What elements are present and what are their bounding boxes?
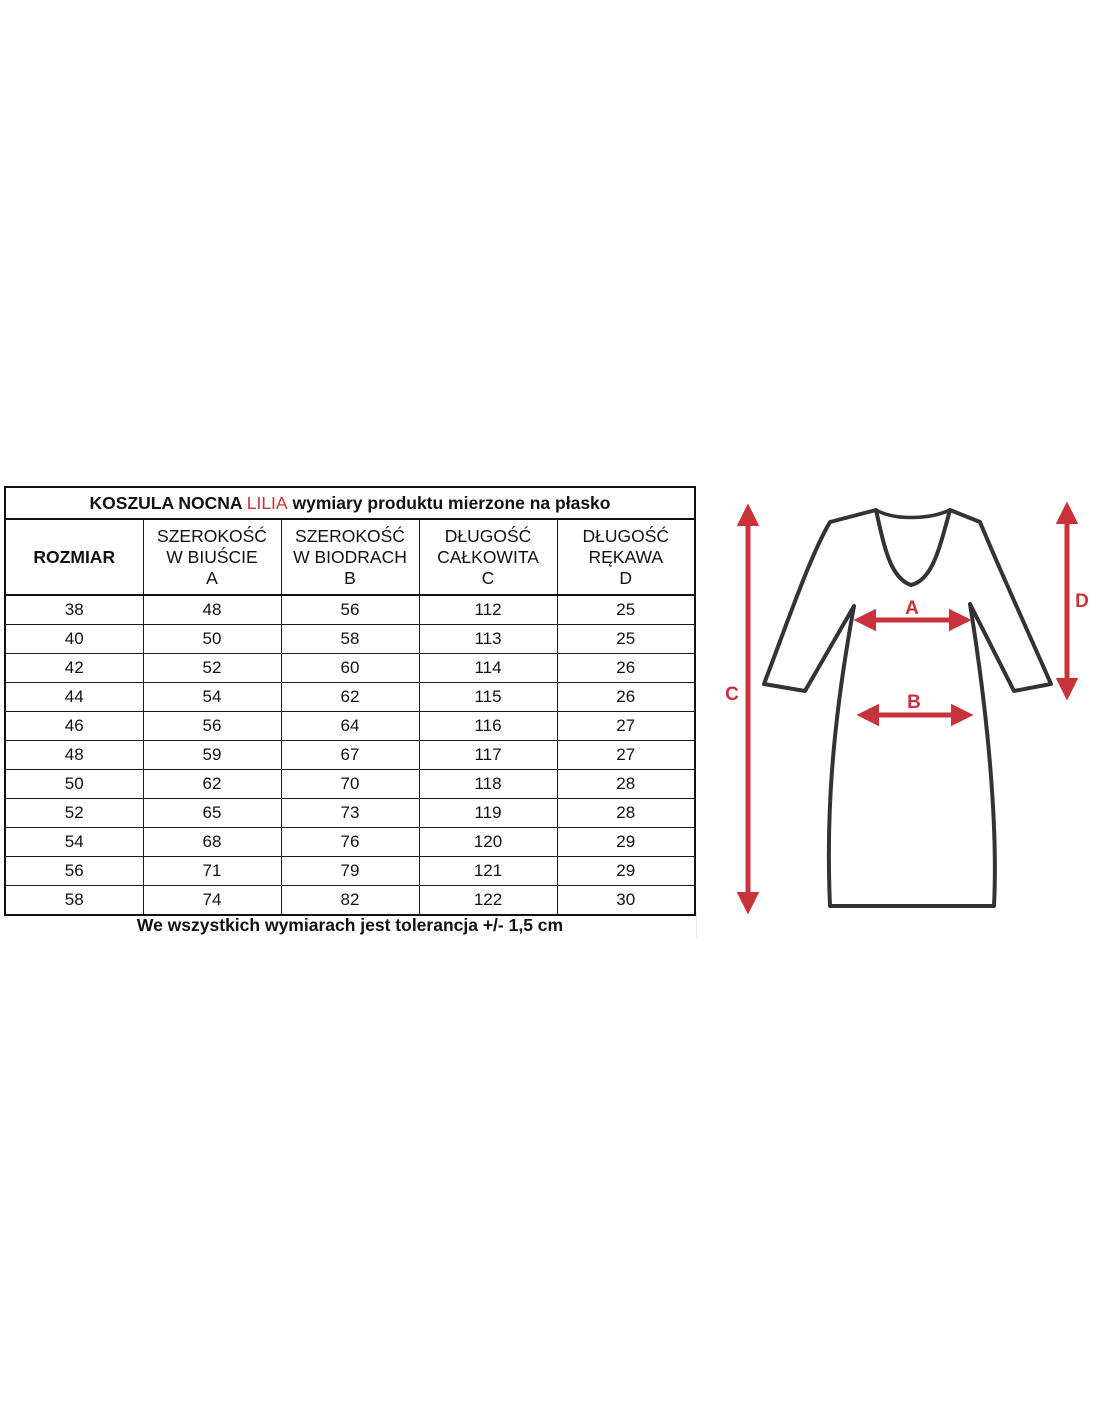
table-row (5, 625, 695, 654)
table-cell: 40 (5, 625, 143, 654)
table-cell: 25 (557, 595, 695, 625)
table-cell: 48 (143, 595, 281, 625)
table-cell: 122 (419, 886, 557, 916)
table-cell: 60 (281, 654, 419, 683)
column-header-total-length (419, 519, 557, 595)
table-cell: 76 (281, 828, 419, 857)
header-letter: B (344, 567, 356, 588)
table-cell: 64 (281, 712, 419, 741)
table-cell: 54 (143, 683, 281, 712)
table-cell: 62 (143, 770, 281, 799)
table-cell: 29 (557, 857, 695, 886)
header-letter: C (481, 567, 495, 588)
table-cell: 70 (281, 770, 419, 799)
table-cell: 48 (5, 741, 143, 770)
column-header-hip-width (281, 519, 419, 595)
table-cell: 42 (5, 654, 143, 683)
table-cell: 38 (5, 595, 143, 625)
label-b: B (907, 692, 921, 713)
table-cell: 56 (143, 712, 281, 741)
neckline-inner (876, 510, 950, 518)
table-cell: 52 (5, 799, 143, 828)
table-cell: 46 (5, 712, 143, 741)
table-cell: 74 (143, 886, 281, 916)
table-row (5, 741, 695, 770)
table-cell: 115 (419, 683, 557, 712)
tolerance-note: We wszystkich wymiarach jest tolerancja +/- 1,5 cm (4, 912, 697, 938)
table-cell: 73 (281, 799, 419, 828)
table-row (5, 654, 695, 683)
table-cell: 118 (419, 770, 557, 799)
table-cell: 71 (143, 857, 281, 886)
title-product-name: LILIA (246, 492, 288, 513)
size-table (4, 486, 696, 916)
table-cell: 62 (281, 683, 419, 712)
table-cell: 112 (419, 595, 557, 625)
header-line: W BIUŚCIE (166, 546, 258, 567)
table-cell: 121 (419, 857, 557, 886)
table-cell: 44 (5, 683, 143, 712)
header-line: DŁUGOŚĆ (444, 525, 532, 546)
table-cell: 56 (281, 595, 419, 625)
table-row (5, 595, 695, 625)
column-header-size (5, 519, 143, 595)
table-title (5, 487, 695, 519)
table-row (5, 857, 695, 886)
table-cell: 54 (5, 828, 143, 857)
header-line: CAŁKOWITA (437, 546, 539, 567)
table-cell: 50 (5, 770, 143, 799)
table-cell: 58 (281, 625, 419, 654)
table-cell: 28 (557, 770, 695, 799)
header-line: ROZMIAR (33, 546, 116, 567)
table-cell: 113 (419, 625, 557, 654)
header-line: DŁUGOŚĆ (582, 525, 670, 546)
table-cell: 26 (557, 654, 695, 683)
header-row (5, 519, 695, 595)
title-prefix: KOSZULA NOCNA (89, 492, 242, 513)
table-row (5, 886, 695, 916)
header-letter: D (619, 567, 633, 588)
table-cell: 120 (419, 828, 557, 857)
table-cell: 26 (557, 683, 695, 712)
table-cell: 30 (557, 886, 695, 916)
header-letter: A (206, 567, 218, 588)
header-line: SZEROKOŚĆ (157, 525, 267, 546)
table-row (5, 712, 695, 741)
table-cell: 27 (557, 741, 695, 770)
table-cell: 58 (5, 886, 143, 916)
table-cell: 117 (419, 741, 557, 770)
column-header-sleeve-length (557, 519, 695, 595)
garment-diagram (698, 486, 1100, 926)
table-cell: 68 (143, 828, 281, 857)
table-cell: 82 (281, 886, 419, 916)
table-cell: 65 (143, 799, 281, 828)
table-cell: 119 (419, 799, 557, 828)
table-cell: 52 (143, 654, 281, 683)
table-cell: 59 (143, 741, 281, 770)
label-a: A (905, 598, 919, 619)
table-cell: 29 (557, 828, 695, 857)
table-cell: 25 (557, 625, 695, 654)
table-cell: 56 (5, 857, 143, 886)
table-cell: 67 (281, 741, 419, 770)
table-row (5, 683, 695, 712)
table-body (5, 595, 695, 915)
table-cell: 27 (557, 712, 695, 741)
title-suffix: wymiary produktu mierzone na płasko (292, 492, 611, 513)
table-row (5, 770, 695, 799)
header-line: SZEROKOŚĆ (295, 525, 405, 546)
header-line: RĘKAWA (588, 546, 664, 567)
header-line: W BIODRACH (293, 546, 407, 567)
table-cell: 114 (419, 654, 557, 683)
table-row (5, 799, 695, 828)
label-d: D (1075, 591, 1089, 612)
table-row (5, 828, 695, 857)
table-cell: 50 (143, 625, 281, 654)
table-cell: 28 (557, 799, 695, 828)
table-cell: 79 (281, 857, 419, 886)
label-c: C (725, 684, 739, 705)
table-cell: 116 (419, 712, 557, 741)
column-header-bust-width (143, 519, 281, 595)
